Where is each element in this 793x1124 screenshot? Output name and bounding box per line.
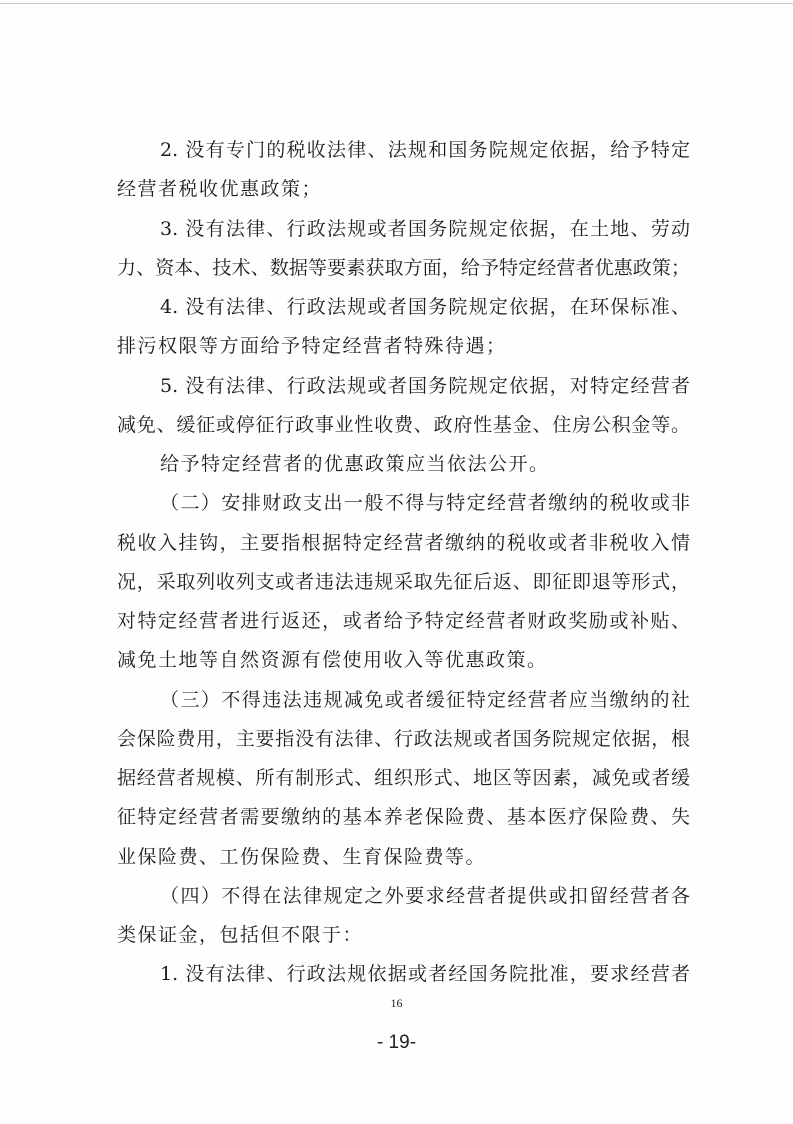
scan-edge-line <box>0 3 793 4</box>
text-line: 经营者税收优惠政策； <box>117 178 323 201</box>
text-line: 2. 没有专门的税收法律、法规和国务院规定依据，给予特定 <box>160 139 690 161</box>
paragraph-section-4 <box>117 877 690 956</box>
text-line: 征特定经营者需要缴纳的基本养老保险费、基本医疗保险费、失 <box>117 806 690 829</box>
paragraph-section-3 <box>117 681 690 877</box>
text-line: 1. 没有法律、行政法规依据或者经国务院批准，要求经营者 <box>160 963 690 986</box>
text-line: 据经营者规模、所有制形式、组织形式、地区等因素，减免或者缓 <box>117 767 690 789</box>
text-line: 排污权限等方面给予特定经营者特殊待遇； <box>117 335 507 358</box>
file-page-number: - 19- <box>376 1032 417 1053</box>
text-line: （三）不得违法违规减免或者缓征特定经营者应当缴纳的社 <box>160 688 690 711</box>
paragraph-item-3 <box>117 210 690 289</box>
document-page-number: 16 <box>390 996 403 1010</box>
paragraph-section-2 <box>117 484 690 680</box>
text-line: 业保险费、工伤保险费、生育保险费等。 <box>117 845 487 868</box>
paragraph-item-1 <box>117 955 690 994</box>
paragraph-disclosure <box>117 445 690 484</box>
text-line: （二）安排财政支出一般不得与特定经营者缴纳的税收或非 <box>160 492 690 515</box>
text-line: 5. 没有法律、行政法规或者国务院规定依据，对特定经营者 <box>160 374 690 397</box>
text-line: 4. 没有法律、行政法规或者国务院规定依据，在环保标准、 <box>160 296 690 318</box>
text-line: 力、资本、技术、数据等要素获取方面，给予特定经营者优惠政策； <box>117 256 690 279</box>
text-line: 减免土地等自然资源有偿使用收入等优惠政策。 <box>117 649 548 672</box>
text-line: 对特定经营者进行返还，或者给予特定经营者财政奖励或补贴、 <box>117 610 690 632</box>
paragraph-item-5 <box>117 367 690 446</box>
text-line: 况，采取列收列支或者违法违规采取先征后返、即征即退等形式， <box>117 570 690 593</box>
paragraph-item-2 <box>117 131 690 210</box>
text-line: 3. 没有法律、行政法规或者国务院规定依据，在土地、劳动 <box>160 217 690 240</box>
text-line: 会保险费用，主要指没有法律、行政法规或者国务院规定依据，根 <box>117 727 690 750</box>
text-line: 类保证金，包括但不限于： <box>117 924 364 946</box>
text-line: （四）不得在法律规定之外要求经营者提供或扣留经营者各 <box>160 884 690 907</box>
text-line: 减免、缓征或停征行政事业性收费、政府性基金、住房公积金等。 <box>117 413 690 436</box>
body-text <box>117 131 690 995</box>
text-line: 给予特定经营者的优惠政策应当依法公开。 <box>160 453 550 475</box>
text-line: 税收入挂钩，主要指根据特定经营者缴纳的税收或者非税收入情 <box>117 531 690 554</box>
paragraph-item-4 <box>117 288 690 367</box>
